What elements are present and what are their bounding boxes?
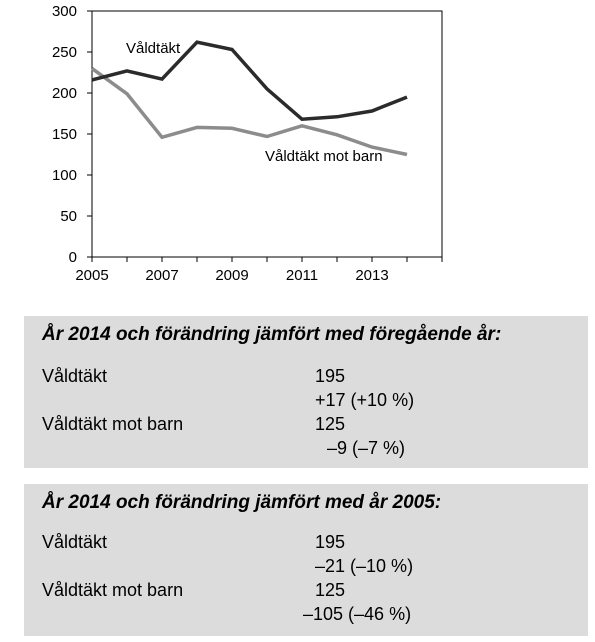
x-tick-label: 2009: [215, 267, 249, 284]
chart-series-lines: [92, 42, 407, 154]
row-label: Våldtäkt mot barn: [42, 580, 184, 600]
summary-title: År 2014 och förändring jämfört med föregående år:: [42, 324, 502, 345]
summary-box-previous-year: [24, 316, 588, 468]
x-tick-label: 2007: [145, 267, 179, 284]
summary-title: År 2014 och förändring jämfört med år 2005:: [42, 492, 442, 513]
y-axis-ticks: [52, 3, 92, 266]
row-label: Våldtäkt: [42, 532, 108, 552]
row-label: Våldtäkt mot barn: [42, 414, 184, 434]
y-tick-label: 200: [51, 85, 77, 102]
row-value: 195: [315, 532, 346, 552]
line-chart: [0, 0, 595, 300]
x-tick-label: 2005: [75, 267, 109, 284]
y-tick-label: 250: [51, 44, 77, 61]
series-label: Våldtäkt: [126, 40, 181, 57]
x-tick-label: 2013: [355, 267, 389, 284]
y-tick-label: 0: [68, 249, 77, 266]
row-label: Våldtäkt: [42, 366, 108, 386]
row-change: –21 (–10 %): [315, 556, 414, 576]
row-change: –105 (–46 %): [303, 604, 412, 624]
row-change: +17 (+10 %): [315, 390, 415, 410]
summary-box-since-2005: [24, 484, 588, 636]
y-tick-label: 50: [60, 208, 77, 225]
row-value: 195: [315, 366, 346, 386]
x-tick-label: 2011: [285, 267, 319, 284]
y-tick-label: 300: [51, 3, 77, 20]
row-change: –9 (–7 %): [327, 438, 406, 458]
y-tick-label: 150: [51, 126, 77, 143]
series-labels: [126, 40, 383, 165]
row-value: 125: [315, 414, 346, 434]
y-tick-label: 100: [51, 167, 77, 184]
x-axis-ticks: [75, 257, 442, 284]
series-label: Våldtäkt mot barn: [265, 148, 383, 165]
row-value: 125: [315, 580, 346, 600]
